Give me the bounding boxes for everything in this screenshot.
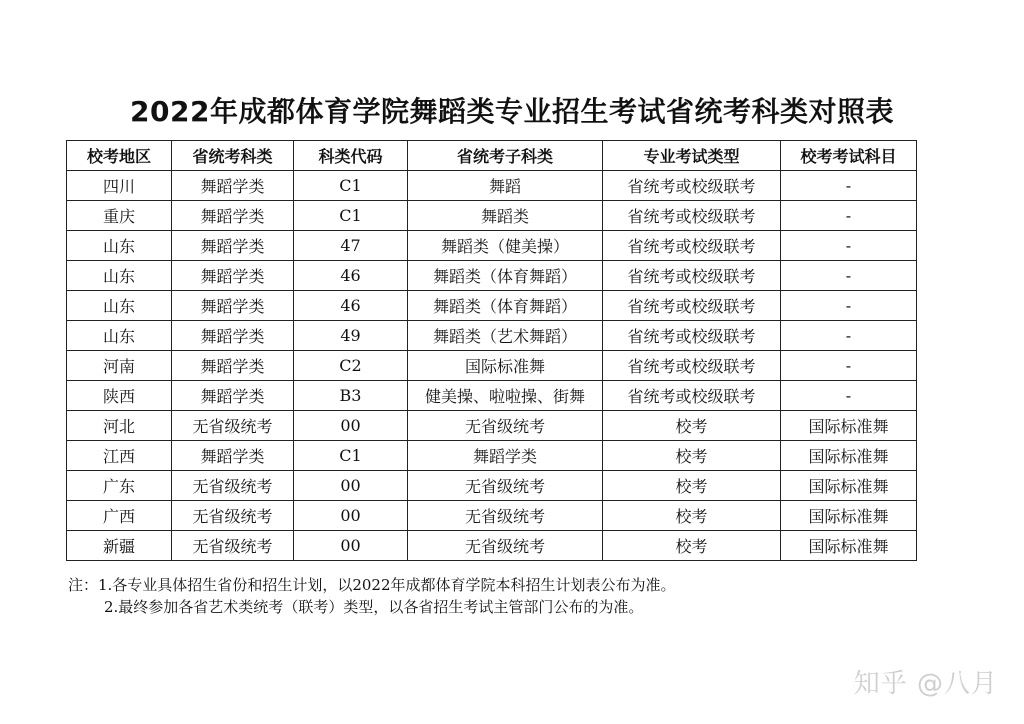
table-row (67, 411, 917, 441)
cell-exam-subject: - (781, 351, 917, 381)
cell-province-category: 无省级统考 (172, 501, 294, 531)
cell-exam-type: 校考 (603, 471, 781, 501)
table-header-row (67, 141, 917, 171)
cell-exam-subject: - (781, 261, 917, 291)
cell-exam-type: 省统考或校级联考 (603, 351, 781, 381)
note-line-2: 2.最终参加各省艺术类统考（联考）类型，以各省招生考试主管部门公布的为准。 (104, 598, 644, 616)
cell-exam-subject: 国际标准舞 (781, 531, 917, 561)
cell-category-code: 00 (294, 411, 408, 441)
cell-exam-type: 校考 (603, 501, 781, 531)
cell-sub-category: 舞蹈类（艺术舞蹈） (408, 321, 603, 351)
cell-sub-category: 无省级统考 (408, 411, 603, 441)
table-row (67, 471, 917, 501)
cell-exam-subject: - (781, 201, 917, 231)
cell-region: 河北 (67, 411, 172, 441)
cell-region: 重庆 (67, 201, 172, 231)
cell-exam-type: 校考 (603, 411, 781, 441)
column-header-region: 校考地区 (67, 141, 172, 171)
table-row (67, 321, 917, 351)
cell-sub-category: 舞蹈类 (408, 201, 603, 231)
cell-province-category: 舞蹈学类 (172, 171, 294, 201)
cell-sub-category: 舞蹈 (408, 171, 603, 201)
cell-sub-category: 舞蹈学类 (408, 441, 603, 471)
page-title: 2022年成都体育学院舞蹈类专业招生考试省统考科类对照表 (130, 95, 894, 128)
cell-region: 四川 (67, 171, 172, 201)
cell-category-code: 00 (294, 471, 408, 501)
cell-exam-type: 省统考或校级联考 (603, 321, 781, 351)
cell-region: 山东 (67, 231, 172, 261)
cell-category-code: 00 (294, 501, 408, 531)
cell-category-code: 00 (294, 531, 408, 561)
notes (68, 574, 676, 618)
cell-exam-subject: 国际标准舞 (781, 411, 917, 441)
cell-region: 山东 (67, 321, 172, 351)
table-row (67, 351, 917, 381)
cell-region: 新疆 (67, 531, 172, 561)
cell-province-category: 无省级统考 (172, 411, 294, 441)
cell-category-code: 47 (294, 231, 408, 261)
cell-province-category: 无省级统考 (172, 531, 294, 561)
cell-sub-category: 无省级统考 (408, 531, 603, 561)
cell-exam-type: 省统考或校级联考 (603, 261, 781, 291)
table-row (67, 291, 917, 321)
column-header-exam-subject: 校考考试科目 (781, 141, 917, 171)
table-row (67, 381, 917, 411)
cell-sub-category: 无省级统考 (408, 471, 603, 501)
cell-category-code: C1 (294, 441, 408, 471)
watermark-text: 知乎 @八月 (853, 669, 998, 699)
cell-category-code: 46 (294, 261, 408, 291)
cell-exam-subject: - (781, 231, 917, 261)
cell-province-category: 舞蹈学类 (172, 321, 294, 351)
cell-category-code: C1 (294, 201, 408, 231)
table-row (67, 441, 917, 471)
cell-region: 陕西 (67, 381, 172, 411)
note-line-1: 注：1.各专业具体招生省份和招生计划，以2022年成都体育学院本科招生计划表公布为准。 (68, 576, 676, 594)
table-row (67, 231, 917, 261)
cell-category-code: C2 (294, 351, 408, 381)
cell-province-category: 舞蹈学类 (172, 381, 294, 411)
cell-region: 河南 (67, 351, 172, 381)
column-header-sub-category: 省统考子科类 (408, 141, 603, 171)
cell-province-category: 舞蹈学类 (172, 291, 294, 321)
cell-exam-subject: 国际标准舞 (781, 441, 917, 471)
cell-exam-type: 省统考或校级联考 (603, 381, 781, 411)
column-header-category-code: 科类代码 (294, 141, 408, 171)
column-header-exam-type: 专业考试类型 (603, 141, 781, 171)
column-header-province-category: 省统考科类 (172, 141, 294, 171)
cell-exam-type: 省统考或校级联考 (603, 291, 781, 321)
cell-sub-category: 舞蹈类（体育舞蹈） (408, 261, 603, 291)
table-row (67, 261, 917, 291)
cell-province-category: 舞蹈学类 (172, 441, 294, 471)
cell-exam-type: 省统考或校级联考 (603, 231, 781, 261)
cell-region: 广西 (67, 501, 172, 531)
cell-sub-category: 无省级统考 (408, 501, 603, 531)
cell-category-code: 46 (294, 291, 408, 321)
cell-exam-subject: - (781, 381, 917, 411)
cell-exam-type: 省统考或校级联考 (603, 171, 781, 201)
cell-category-code: 49 (294, 321, 408, 351)
cell-sub-category: 国际标准舞 (408, 351, 603, 381)
cell-sub-category: 舞蹈类（健美操） (408, 231, 603, 261)
table-row (67, 531, 917, 561)
cell-exam-subject: - (781, 321, 917, 351)
cell-exam-subject: - (781, 291, 917, 321)
table-body (67, 171, 917, 561)
table-row (67, 171, 917, 201)
cell-category-code: B3 (294, 381, 408, 411)
cell-province-category: 无省级统考 (172, 471, 294, 501)
subject-mapping-table (66, 140, 917, 561)
cell-exam-type: 校考 (603, 531, 781, 561)
cell-exam-type: 校考 (603, 441, 781, 471)
cell-region: 山东 (67, 291, 172, 321)
cell-region: 广东 (67, 471, 172, 501)
table-row (67, 501, 917, 531)
cell-province-category: 舞蹈学类 (172, 351, 294, 381)
cell-category-code: C1 (294, 171, 408, 201)
cell-sub-category: 健美操、啦啦操、街舞 (408, 381, 603, 411)
cell-province-category: 舞蹈学类 (172, 231, 294, 261)
cell-region: 山东 (67, 261, 172, 291)
cell-exam-subject: - (781, 171, 917, 201)
table-row (67, 201, 917, 231)
cell-exam-type: 省统考或校级联考 (603, 201, 781, 231)
cell-region: 江西 (67, 441, 172, 471)
cell-exam-subject: 国际标准舞 (781, 501, 917, 531)
cell-exam-subject: 国际标准舞 (781, 471, 917, 501)
cell-province-category: 舞蹈学类 (172, 201, 294, 231)
cell-province-category: 舞蹈学类 (172, 261, 294, 291)
cell-sub-category: 舞蹈类（体育舞蹈） (408, 291, 603, 321)
